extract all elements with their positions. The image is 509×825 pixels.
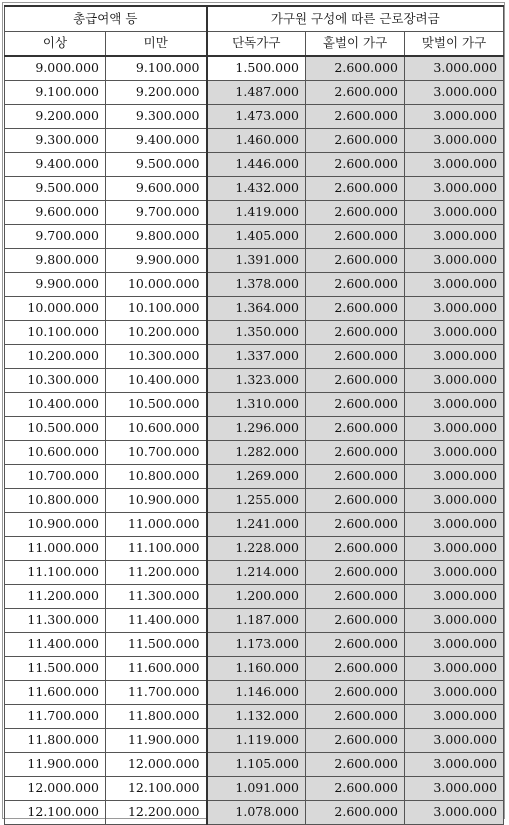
income-min-cell: 11.600.000 [5, 681, 106, 705]
table-header [5, 6, 504, 56]
income-max-cell: 9.100.000 [106, 56, 207, 81]
income-min-cell: 11.500.000 [5, 657, 106, 681]
income-min-cell: 9.500.000 [5, 177, 106, 201]
dual-earner-cell: 3.000.000 [405, 537, 504, 561]
table-row [5, 441, 504, 465]
income-min-cell: 10.900.000 [5, 513, 106, 537]
income-max-cell: 10.900.000 [106, 489, 207, 513]
single-household-cell: 1.296.000 [207, 417, 306, 441]
single-earner-cell: 2.600.000 [306, 177, 405, 201]
header-row-top [5, 6, 504, 32]
income-min-cell: 10.100.000 [5, 321, 106, 345]
table-row [5, 633, 504, 657]
single-household-cell: 1.269.000 [207, 465, 306, 489]
table-row [5, 249, 504, 273]
single-earner-cell: 2.600.000 [306, 609, 405, 633]
income-min-cell: 9.300.000 [5, 129, 106, 153]
income-max-cell: 9.800.000 [106, 225, 207, 249]
income-max-cell: 10.100.000 [106, 297, 207, 321]
single-household-cell: 1.446.000 [207, 153, 306, 177]
dual-earner-cell: 3.000.000 [405, 369, 504, 393]
income-max-cell: 10.300.000 [106, 345, 207, 369]
single-earner-cell: 2.600.000 [306, 249, 405, 273]
table-row [5, 729, 504, 753]
income-max-cell: 10.800.000 [106, 465, 207, 489]
single-household-cell: 1.282.000 [207, 441, 306, 465]
single-earner-cell: 2.600.000 [306, 777, 405, 801]
table-row [5, 81, 504, 105]
income-max-cell: 9.600.000 [106, 177, 207, 201]
income-max-cell: 11.100.000 [106, 537, 207, 561]
single-household-cell: 1.173.000 [207, 633, 306, 657]
single-earner-cell: 2.600.000 [306, 201, 405, 225]
table-row [5, 417, 504, 441]
income-max-cell: 9.200.000 [106, 81, 207, 105]
income-min-cell: 12.100.000 [5, 801, 106, 825]
income-max-cell: 11.900.000 [106, 729, 207, 753]
single-household-cell: 1.364.000 [207, 297, 306, 321]
single-household-cell: 1.214.000 [207, 561, 306, 585]
income-min-cell: 9.200.000 [5, 105, 106, 129]
col-header-min: 이상 [5, 32, 106, 57]
single-household-cell: 1.473.000 [207, 105, 306, 129]
income-min-cell: 9.400.000 [5, 153, 106, 177]
dual-earner-cell: 3.000.000 [405, 321, 504, 345]
table-row [5, 105, 504, 129]
single-household-cell: 1.405.000 [207, 225, 306, 249]
single-earner-cell: 2.600.000 [306, 561, 405, 585]
dual-earner-cell: 3.000.000 [405, 489, 504, 513]
single-household-cell: 1.119.000 [207, 729, 306, 753]
single-earner-cell: 2.600.000 [306, 393, 405, 417]
dual-earner-cell: 3.000.000 [405, 609, 504, 633]
table-row [5, 393, 504, 417]
dual-earner-cell: 3.000.000 [405, 393, 504, 417]
dual-earner-cell: 3.000.000 [405, 513, 504, 537]
dual-earner-cell: 3.000.000 [405, 681, 504, 705]
income-max-cell: 11.000.000 [106, 513, 207, 537]
dual-earner-cell: 3.000.000 [405, 225, 504, 249]
table-row [5, 513, 504, 537]
single-household-cell: 1.228.000 [207, 537, 306, 561]
col-header-single: 단독가구 [207, 32, 306, 57]
table-row [5, 561, 504, 585]
income-min-cell: 9.700.000 [5, 225, 106, 249]
single-earner-cell: 2.600.000 [306, 153, 405, 177]
table-row [5, 177, 504, 201]
dual-earner-cell: 3.000.000 [405, 753, 504, 777]
table-row [5, 681, 504, 705]
col-header-max: 미만 [106, 32, 207, 57]
dual-earner-cell: 3.000.000 [405, 465, 504, 489]
dual-earner-cell: 3.000.000 [405, 345, 504, 369]
table-row [5, 609, 504, 633]
single-household-cell: 1.078.000 [207, 801, 306, 825]
income-min-cell: 9.900.000 [5, 273, 106, 297]
single-household-cell: 1.500.000 [207, 56, 306, 81]
income-max-cell: 11.200.000 [106, 561, 207, 585]
single-earner-cell: 2.600.000 [306, 753, 405, 777]
dual-earner-cell: 3.000.000 [405, 201, 504, 225]
single-earner-cell: 2.600.000 [306, 441, 405, 465]
single-household-cell: 1.378.000 [207, 273, 306, 297]
single-household-cell: 1.432.000 [207, 177, 306, 201]
income-max-cell: 12.100.000 [106, 777, 207, 801]
single-household-cell: 1.391.000 [207, 249, 306, 273]
income-max-cell: 9.300.000 [106, 105, 207, 129]
table-row [5, 753, 504, 777]
income-max-cell: 12.000.000 [106, 753, 207, 777]
table-body [5, 56, 504, 825]
single-household-cell: 1.200.000 [207, 585, 306, 609]
table-row [5, 297, 504, 321]
single-earner-cell: 2.600.000 [306, 537, 405, 561]
dual-earner-cell: 3.000.000 [405, 657, 504, 681]
income-max-cell: 10.500.000 [106, 393, 207, 417]
income-min-cell: 11.900.000 [5, 753, 106, 777]
income-min-cell: 10.500.000 [5, 417, 106, 441]
dual-earner-cell: 3.000.000 [405, 705, 504, 729]
income-min-cell: 11.800.000 [5, 729, 106, 753]
income-min-cell: 11.200.000 [5, 585, 106, 609]
single-earner-cell: 2.600.000 [306, 801, 405, 825]
table-row [5, 657, 504, 681]
single-earner-cell: 2.600.000 [306, 81, 405, 105]
single-earner-cell: 2.600.000 [306, 369, 405, 393]
income-min-cell: 10.300.000 [5, 369, 106, 393]
table-row [5, 537, 504, 561]
single-household-cell: 1.310.000 [207, 393, 306, 417]
dual-earner-cell: 3.000.000 [405, 249, 504, 273]
single-household-cell: 1.241.000 [207, 513, 306, 537]
single-household-cell: 1.419.000 [207, 201, 306, 225]
dual-earner-cell: 3.000.000 [405, 297, 504, 321]
table-row [5, 273, 504, 297]
dual-earner-cell: 3.000.000 [405, 81, 504, 105]
income-max-cell: 9.400.000 [106, 129, 207, 153]
income-min-cell: 11.100.000 [5, 561, 106, 585]
table-row [5, 129, 504, 153]
single-earner-cell: 2.600.000 [306, 465, 405, 489]
table-row [5, 321, 504, 345]
single-earner-cell: 2.600.000 [306, 489, 405, 513]
single-household-cell: 1.187.000 [207, 609, 306, 633]
table-row [5, 225, 504, 249]
income-min-cell: 9.600.000 [5, 201, 106, 225]
single-earner-cell: 2.600.000 [306, 585, 405, 609]
single-earner-cell: 2.600.000 [306, 417, 405, 441]
table-row [5, 801, 504, 825]
dual-earner-cell: 3.000.000 [405, 273, 504, 297]
income-min-cell: 12.000.000 [5, 777, 106, 801]
table-row [5, 201, 504, 225]
income-max-cell: 11.600.000 [106, 657, 207, 681]
income-max-cell: 10.200.000 [106, 321, 207, 345]
table-row [5, 345, 504, 369]
single-household-cell: 1.350.000 [207, 321, 306, 345]
income-min-cell: 10.800.000 [5, 489, 106, 513]
single-household-cell: 1.337.000 [207, 345, 306, 369]
single-household-cell: 1.460.000 [207, 129, 306, 153]
col-header-single-earner: 홑벌이 가구 [306, 32, 405, 57]
income-max-cell: 10.700.000 [106, 441, 207, 465]
dual-earner-cell: 3.000.000 [405, 777, 504, 801]
single-earner-cell: 2.600.000 [306, 273, 405, 297]
income-min-cell: 11.400.000 [5, 633, 106, 657]
single-earner-cell: 2.600.000 [306, 681, 405, 705]
income-min-cell: 11.700.000 [5, 705, 106, 729]
dual-earner-cell: 3.000.000 [405, 129, 504, 153]
income-min-cell: 10.200.000 [5, 345, 106, 369]
table-row [5, 705, 504, 729]
dual-earner-cell: 3.000.000 [405, 729, 504, 753]
income-max-cell: 9.700.000 [106, 201, 207, 225]
table-row [5, 56, 504, 81]
income-min-cell: 11.000.000 [5, 537, 106, 561]
col-header-dual-earner: 맞벌이 가구 [405, 32, 504, 57]
income-min-cell: 10.400.000 [5, 393, 106, 417]
header-row-bottom [5, 32, 504, 57]
income-max-cell: 10.400.000 [106, 369, 207, 393]
single-earner-cell: 2.600.000 [306, 297, 405, 321]
dual-earner-cell: 3.000.000 [405, 417, 504, 441]
single-earner-cell: 2.600.000 [306, 729, 405, 753]
single-household-cell: 1.091.000 [207, 777, 306, 801]
single-earner-cell: 2.600.000 [306, 321, 405, 345]
dual-earner-cell: 3.000.000 [405, 56, 504, 81]
single-household-cell: 1.255.000 [207, 489, 306, 513]
income-max-cell: 9.500.000 [106, 153, 207, 177]
income-max-cell: 11.400.000 [106, 609, 207, 633]
single-earner-cell: 2.600.000 [306, 56, 405, 81]
single-household-cell: 1.132.000 [207, 705, 306, 729]
single-household-cell: 1.323.000 [207, 369, 306, 393]
table-row [5, 489, 504, 513]
dual-earner-cell: 3.000.000 [405, 441, 504, 465]
income-max-cell: 11.800.000 [106, 705, 207, 729]
income-min-cell: 9.100.000 [5, 81, 106, 105]
dual-earner-cell: 3.000.000 [405, 153, 504, 177]
table-row [5, 369, 504, 393]
income-max-cell: 11.700.000 [106, 681, 207, 705]
income-min-cell: 11.300.000 [5, 609, 106, 633]
dual-earner-cell: 3.000.000 [405, 177, 504, 201]
credit-group-header: 가구원 구성에 따른 근로장려금 [207, 6, 504, 32]
income-min-cell: 9.800.000 [5, 249, 106, 273]
income-max-cell: 11.500.000 [106, 633, 207, 657]
dual-earner-cell: 3.000.000 [405, 801, 504, 825]
income-min-cell: 10.600.000 [5, 441, 106, 465]
table-row [5, 585, 504, 609]
income-max-cell: 9.900.000 [106, 249, 207, 273]
income-min-cell: 10.000.000 [5, 297, 106, 321]
income-max-cell: 11.300.000 [106, 585, 207, 609]
dual-earner-cell: 3.000.000 [405, 561, 504, 585]
single-household-cell: 1.487.000 [207, 81, 306, 105]
table-row [5, 777, 504, 801]
single-earner-cell: 2.600.000 [306, 105, 405, 129]
single-earner-cell: 2.600.000 [306, 657, 405, 681]
dual-earner-cell: 3.000.000 [405, 105, 504, 129]
single-household-cell: 1.105.000 [207, 753, 306, 777]
single-earner-cell: 2.600.000 [306, 345, 405, 369]
single-household-cell: 1.146.000 [207, 681, 306, 705]
single-earner-cell: 2.600.000 [306, 513, 405, 537]
earned-income-credit-table [4, 5, 504, 825]
dual-earner-cell: 3.000.000 [405, 585, 504, 609]
income-max-cell: 10.600.000 [106, 417, 207, 441]
single-earner-cell: 2.600.000 [306, 129, 405, 153]
income-max-cell: 12.200.000 [106, 801, 207, 825]
table-row [5, 153, 504, 177]
dual-earner-cell: 3.000.000 [405, 633, 504, 657]
income-group-header: 총급여액 등 [5, 6, 207, 32]
income-max-cell: 10.000.000 [106, 273, 207, 297]
single-household-cell: 1.160.000 [207, 657, 306, 681]
income-min-cell: 10.700.000 [5, 465, 106, 489]
single-earner-cell: 2.600.000 [306, 225, 405, 249]
table-row [5, 465, 504, 489]
single-earner-cell: 2.600.000 [306, 633, 405, 657]
income-min-cell: 9.000.000 [5, 56, 106, 81]
single-earner-cell: 2.600.000 [306, 705, 405, 729]
